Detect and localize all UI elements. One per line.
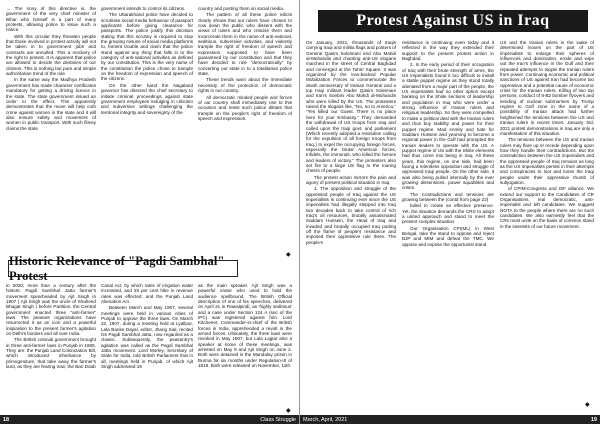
paragraph: government intends to control its citizens. bbox=[101, 6, 186, 11]
paragraph: Canal Act, by which rates of irrigation water increased, and 25 per cent hike in revenue rates was effected; and the Punjab Land Alienation Act. bbox=[101, 283, 193, 305]
paragraph: in 2020, more than a century after the historic Pagdi Sambhal Jatta farmer's movement spearheaded by Ajit Singh in 1907 ( Ajit Singh was the uncle of Shaheed Bhagat Singh ) before Partition, the Central government enacted three "anti-farmer" laws. The peasant organizations have resurrected it as an icon and a powerful inspiration to the present farmer's agitation on Delhi's borders and all over India. bbox=[6, 283, 96, 337]
paragraph: In the same way the Madhya Pradesh government has made character certificates mandatory for getting a driving licence in the state. The state government issued an order to the effect. This apparently demonstrates that the move will help curb crime against women in the state and it will also ensure safety and movement of women in public transport. With such flimsy claims the state bbox=[6, 77, 96, 131]
paragraph: The Uttarakhand police have decided to scrutinise social media behaviour of passport applicants before giving clearance for passports. The police justify this decision stating that this scrutiny is required to stop the growing misuse of social media platforms to, foment trouble and claim that the police stand against any thing that falls in to the category of anti-national activities as defined by our constitution. This is the very name of the constitution the police chose to trample on the freedom of expression and speech of the citizens. bbox=[101, 12, 193, 82]
right-footer bbox=[300, 415, 600, 424]
paragraph: All democratic minded people and forces of our country shall immediately rise to this occasion and resist such police diktats that trample on the people's right of freedom of speech and expression. bbox=[198, 94, 292, 121]
left-bottom-col2 bbox=[101, 283, 193, 413]
paragraph: On January, 2021, thousands of Iraqis carrying Iraqi and militia flags and posters of General Qasim Soleimani and Abu Mahdi al-Muhandis and chanting anti-US slogans marched in the street of Central Baghdad and converged at the Tahrir Square. It was organized by the Iran-backed Popular Mobilization Forces to commemorate the death anniversary of Iranian General and a top Iraqi militant leader Qasim Soleimani and Iran's Soebmi Abu Mahdi al-Muhandis who were killed by the US. The protesters raised the slogans like, "No, no to America," "Yes killed our Guest. There is no place here for your Embassy." They demanded the withdrawal of US troops from Iraq and called upon the Iraqi govt. and parliament (Which recently adopted a resolution calling for the expulsion of all foreign troops from Iraq.) to expel the occupying foreign forces, especially the brutal American forces, Infidels, the immorals, who killed the heroes and leaders of victory." The protesters also set fire to a large US flag to the roaring cheers of people. bbox=[306, 40, 396, 174]
paragraph: 2. In the early period of their occupation of Iraq with their brute strength of arms, the US imperialists found it too difficult to install a stable puppet regime as they stood totally alienated from a major part of the people, the US imperialists had no other option except banking on the Shiite sections of leadership and population in Iraq who were under a strong influence of Iranian rulers and religious leadership. So they were compelled to make a political deal with the Iranian rulers and thus buy stability and power for their puppet regime. Mad enmity and hate for Saddam Hussein and yearning to become a regional power in the Gulf had prompted the Iranian leaders to operate with the US. A puppet regime of US with the Shiite elements had thus come into being in Iraq. All these years, this regime, on one side, had been facing a relentless opposition and struggle of oppressed Iraqi people. On the other side, it was also being pulled internally by the ever growing dissensions, power squabbles and crises. bbox=[402, 62, 494, 191]
iraq-protest-banner bbox=[318, 10, 588, 32]
paragraph: The protest action mirrors the pain and agony of present political situation in Iraq. bbox=[306, 174, 396, 185]
pagdi-sambhal-title: Historic Relevance of "Pagdi Sambhal" Protest bbox=[9, 253, 225, 283]
left-bottom-col1 bbox=[6, 283, 96, 413]
paragraph: as the main speaker. Ajit Singh was a powerful orator who used to hold the audience spellbound. The British Official description of one of his speeches, delivered on April 21 in Rawalpindi, as 'highly seditious' and a case under Section 124 A (sec of the IPC) was registered against him. Lord Kitchener, Commander-in-chief of the British forces in India, apprehended a revolt in the armed forces. Ultimately, the three laws were revoked in May 1907, but Lala Lajpat also a speaker at some of these meetings, was arrested on May 9 and Ajit Singh on June 2. Both were detained in the Mandalay prison in Burma for six months under Regulation-III of 1818. Both were released on November, 11th. bbox=[198, 283, 292, 369]
left-top-col1 bbox=[6, 6, 96, 256]
paragraph: failed to create an effective presence. Yet, the situation demands the CRS to adopt a united approach and stand to meet the present complex situation. bbox=[402, 203, 494, 225]
paragraph: The pattern of all these police edicts clearly shows that our rulers have chosen to cow down the public who dissent with the views of rulers and who criticise them and incarcerate them in the name of anti-national, seditious, subversive activities, and violently trample the right of freedom of speech and expression supposed to have been guaranteed by our constitution and that they have decided to rule "democratically" by converting our state in to a totalitarian police state. bbox=[198, 12, 292, 77]
end-mark-icon: ◆ bbox=[585, 402, 590, 408]
pagdi-sambhal-banner bbox=[8, 253, 238, 283]
paragraph: The Contradictions and tensions are growing between the (contd from page 22) bbox=[402, 191, 494, 202]
left-footer-publication: Class Struggle bbox=[260, 416, 296, 423]
left-top-col2 bbox=[101, 6, 193, 256]
right-footer-date: March, April, 2021 bbox=[303, 416, 348, 423]
paragraph: country and posting them on social media. bbox=[198, 6, 285, 11]
right-page-number: 19 bbox=[590, 416, 597, 423]
paragraph: Between March and May 1907, several meetings were held in various cities of Punjab to oppose the three laws. On March 22, 1907, during a meeting held at Lyallpur, Lala Banke Dayal, editor, Jhang Sial, recited his Pagdi Sambhal Jatta, now regarded as a classic. Subsequently, the peasantry's agitation was called as the Pagdi Sambhal Jatta movement. Lord Morley, Secretary of State for India, told British Parliament that in all, meetings held in Punjab, of which Ajit Singh addressed 19 bbox=[101, 305, 193, 370]
left-page-number: 18 bbox=[3, 416, 10, 423]
end-mark-icon: ◆ bbox=[286, 408, 291, 414]
left-top-col3 bbox=[198, 6, 292, 256]
paragraph: The tensions between the US and Iranian rulers may flare up or recede depending upon how they handle their contradictions. But the contradiction between the US imperialists and the oppressed people of Iraq remains as long as the US imperialists persist in their attempts and conspiracies to loot and loose the Iraqi people under their oppressive thumb of subjugation. bbox=[500, 137, 594, 185]
right-col2 bbox=[402, 40, 494, 412]
paragraph: US and the Iranian rulers in the wake of determined moves on the part of US imperialists to enlarge their spheres of influences and domination, erode and wipe out the Iran's influence in the Gulf and their repeated attempts to topple the Iranian rulers from power. Continuing economic and political sanctions of US against Iran had become too oppressive and a potential cause of economic crisis for the Iranian rulers. Killing of two top persons, conduct of 8-B2 bomber flyovers and sending of nuclear submarines by Trump regime to Gulf zone in the name of a possibility of Iranian attack had further heightened the tensions between the US and Iranian rulers in recent times. January 3rd, 2021 protest demonstrations in Iraq are only a manifestation of this situation. bbox=[500, 40, 594, 136]
left-bottom-col3 bbox=[198, 283, 292, 413]
iraq-protest-title: Protest Against US in Iraq bbox=[356, 12, 550, 29]
left-footer bbox=[0, 415, 299, 424]
paragraph: → The irony of this directive is, the government of the very chief minister of Bihar who himself is a part of many protests, allowing police to issue such a notice. bbox=[6, 6, 96, 33]
right-col1 bbox=[306, 40, 396, 412]
paragraph: 1. The opposition and struggle of the oppressed people of Iraq against the US imperialists is continuing ever since the US imperialists had illegally stepped into Iraq two decades back to take control of rich Iraq's oil resources, brutally assassinated Saddam Hussein, the Head of Iraq and invaded and brutally occupied Iraq putting off the flame of people's resistance and imposed their oppressive rule there. The people's bbox=[306, 186, 396, 245]
paragraph: of CPIM-Congress and ISF alliance. We extend our support to the Candidates of CR Organisations, real democratic, anti-imperialist and left candidates. We suggest NOTA to the people where there are no such candidates. We also earnestly feel that the CRs must unite on the basis of common stand in the interests of our future movement. bbox=[500, 186, 594, 229]
right-page bbox=[300, 0, 600, 424]
right-col3 bbox=[500, 40, 594, 412]
paragraph: resistance is continuing even today and it reflected in the way they extended their support to the present protest action in Baghdad. bbox=[402, 40, 494, 62]
paragraph: Our Organisation CPI(ML) in West Bengal, take the stand to oppose and reject BJP and MIM and defeat the TMC. We oppose and expose the opportunist stand bbox=[402, 225, 494, 247]
end-mark-icon: ◆ bbox=[286, 252, 291, 258]
paragraph: On the other hand the Nagaland governor has directed the chief secretary to initiate criminal proceedings against state government employees indulging in criticism and subversive writings challenging the territorial integrity and sovereignty of the bbox=[101, 82, 193, 115]
paragraph: These trends warn about the immediate necessity of the protection of democratic rights in our country. bbox=[198, 77, 292, 94]
paragraph: The British colonial government brought in three anti-farmer laws in Punjab in 1906. They are: the Punjab Land Colonization Bill, which introduced inheritance by primogeniture, that take away the farmer's land, as they are fearing now; the Bari Doab bbox=[6, 337, 96, 370]
paragraph: With this circular they threaten people that those involved in protest activity will not be taken in to government jobs and contracts are annulled. This a mockery of the right to protest. It is apparent that police are allowed to decide the destinies of our citizens. This is nothing but pure and simple authoritarian trend of the rule. bbox=[6, 33, 96, 77]
